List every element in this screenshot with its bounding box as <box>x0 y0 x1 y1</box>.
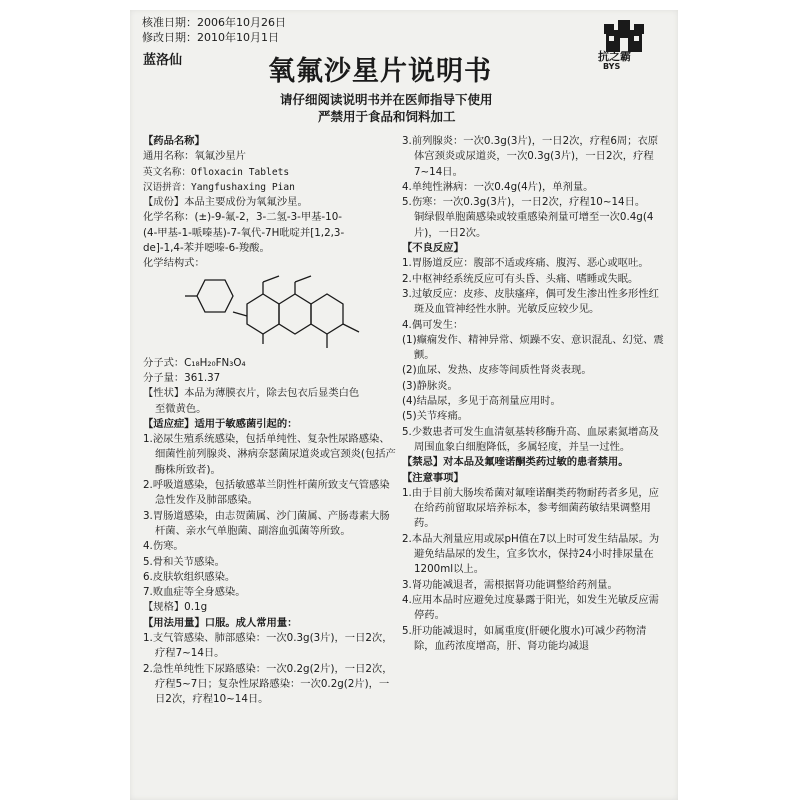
specification: 【规格】0.1g <box>143 601 208 614</box>
subtitle-line-2: 严禁用于食品和饲料加工 <box>318 109 456 124</box>
cautions-heading: 【注意事项】 <box>402 471 464 484</box>
ingredients: 【成份】本品主要成份为氧氟沙星。 <box>143 196 308 209</box>
indication-2: 2.呼吸道感染，包括敏感革兰阴性杆菌所致支气管感染急性发作及肺部感染。 <box>143 479 390 507</box>
indication-3: 3.胃肠道感染，由志贺菌属、沙门菌属、产肠毒素大肠杆菌、亲水气单胞菌、副溶血弧菌等所致。 <box>143 509 390 537</box>
left-brand: 蓝洛仙 <box>143 53 183 68</box>
adverse-4: 4.偶可发生： <box>402 318 464 331</box>
english-name: 英文名称：Ofloxacin Tablets <box>143 166 290 178</box>
document-title: 氧氟沙星片说明书 <box>268 56 492 87</box>
adverse-3: 3.过敏反应：皮疹、皮肤瘙痒，偶可发生渗出性多形性红斑及血管神经性水肿。光敏反应较少见。 <box>402 287 659 316</box>
adverse-4c: (3)静脉炎。 <box>402 379 458 392</box>
right-brand: 抗之霸 <box>598 50 631 63</box>
caution-2: 2.本品大剂量应用或尿pH值在7以上时可发生结晶尿。为避免结晶尿的发生，宜多饮水，保持24小时排尿量在1200ml以上。 <box>402 532 660 576</box>
left-column <box>143 134 398 708</box>
usage-4: 4.单纯性淋病：一次0.4g(4片)，单剂量。 <box>402 180 594 193</box>
usage-5: 5.伤寒：一次0.3g(3片)，一日2次，疗程10~14日。 <box>402 196 646 209</box>
indication-5: 5.骨和关节感染。 <box>143 555 225 568</box>
adverse-4b: (2)血尿、发热、皮疹等间质性肾炎表现。 <box>402 364 592 377</box>
right-column <box>402 134 666 654</box>
usage-6: 铜绿假单胞菌感染或较重感染剂量可增至一次0.4g(4片)，一日2次。 <box>414 211 654 239</box>
chemical-name-1: 化学名称：(±)-9-氟-2，3-二氢-3-甲基-10- <box>143 211 342 224</box>
generic-name: 通用名称：氧氟沙星片 <box>143 150 246 163</box>
structure-label: 化学结构式： <box>143 257 205 270</box>
chemical-name-2: (4-甲基-1-哌嗪基)-7-氧代-7H吡啶并[1,2,3- <box>143 226 345 239</box>
indications-heading: 【适应症】适用于敏感菌引起的： <box>143 417 298 430</box>
traits-line-1: 【性状】本品为薄膜衣片，除去包衣后显类白色 <box>143 387 360 400</box>
adverse-4d: (4)结晶尿，多见于高剂量应用时。 <box>402 395 561 408</box>
subtitle-line-1: 请仔细阅读说明书并在医师指导下使用 <box>280 92 493 107</box>
indication-4: 4.伤寒。 <box>143 540 184 553</box>
chemical-name-3: de]-1,4-苯并噁嗪-6-羧酸。 <box>143 242 270 255</box>
indication-7: 7.败血症等全身感染。 <box>143 586 246 599</box>
molecular-weight: 分子量：361.37 <box>143 371 221 384</box>
usage-2: 2.急性单纯性下尿路感染：一次0.2g(2片)，一日2次，疗程5~7日；复杂性尿路感染：一次0.2g(2片)，一日2次，疗程10~14日。 <box>143 662 393 706</box>
caution-1: 1.由于目前大肠埃希菌对氟喹诺酮类药物耐药者多见，应在给药前留取尿培养标本，参考细菌药敏结果调整用药。 <box>402 486 659 530</box>
caution-3: 3.肾功能减退者，需根据肾功能调整给药剂量。 <box>402 578 618 591</box>
chemical-structure-diagram <box>163 272 383 356</box>
adverse-5: 5.少数患者可发生血清氨基转移酶升高、血尿素氮增高及周围血象白细胞降低，多属轻度，并呈一过性。 <box>402 425 659 453</box>
molecular-formula: 分子式：C₁₈H₂₀FN₃O₄ <box>143 356 246 369</box>
contraindications: 【禁忌】对本品及氟喹诺酮类药过敏的患者禁用。 <box>402 456 629 469</box>
usage-heading: 【用法用量】口服。成人常用量： <box>143 616 298 629</box>
drug-name-heading: 【药品名称】 <box>143 135 205 147</box>
indication-6: 6.皮肤软组织感染。 <box>143 570 236 583</box>
adverse-4e: (5)关节疼痛。 <box>402 410 469 423</box>
approval-date: 核准日期：2006年10月26日 <box>142 16 286 29</box>
adverse-4a: (1)癫痫发作、精神异常、烦躁不安、意识混乱、幻觉、震颤。 <box>402 333 664 362</box>
adverse-heading: 【不良反应】 <box>402 242 464 255</box>
adverse-2: 2.中枢神经系统反应可有头昏、头痛、嗜睡或失眠。 <box>402 272 639 285</box>
usage-3: 3.前列腺炎：一次0.3g(3片)，一日2次，疗程6周；衣原体宫颈炎或尿道炎，一次0.3g(3片)，一日2次，疗程7~14日。 <box>402 135 659 178</box>
caution-5: 5.肝功能减退时，如属重度(肝硬化腹水)可减少药物清除，血药浓度增高，肝、肾功能均减退 <box>402 624 647 652</box>
indication-1: 1.泌尿生殖系统感染，包括单纯性、复杂性尿路感染、细菌性前列腺炎、淋病奈瑟菌尿道炎或宫颈炎(包括产酶株所致者)。 <box>143 433 396 476</box>
adverse-1: 1.胃肠道反应：腹部不适或疼痛、腹泻、恶心或呕吐。 <box>402 257 649 270</box>
revision-date: 修改日期：2010年10月1日 <box>142 31 279 44</box>
caution-4: 4.应用本品时应避免过度暴露于阳光，如发生光敏反应需停药。 <box>402 593 659 622</box>
pinyin-name: 汉语拼音：Yangfushaxing Pian <box>143 181 295 193</box>
traits-line-2: 至微黄色。 <box>155 402 207 415</box>
usage-1: 1.支气管感染、肺部感染：一次0.3g(3片)，一日2次，疗程7~14日。 <box>143 632 393 660</box>
right-brand-sub: BYS <box>603 62 621 71</box>
